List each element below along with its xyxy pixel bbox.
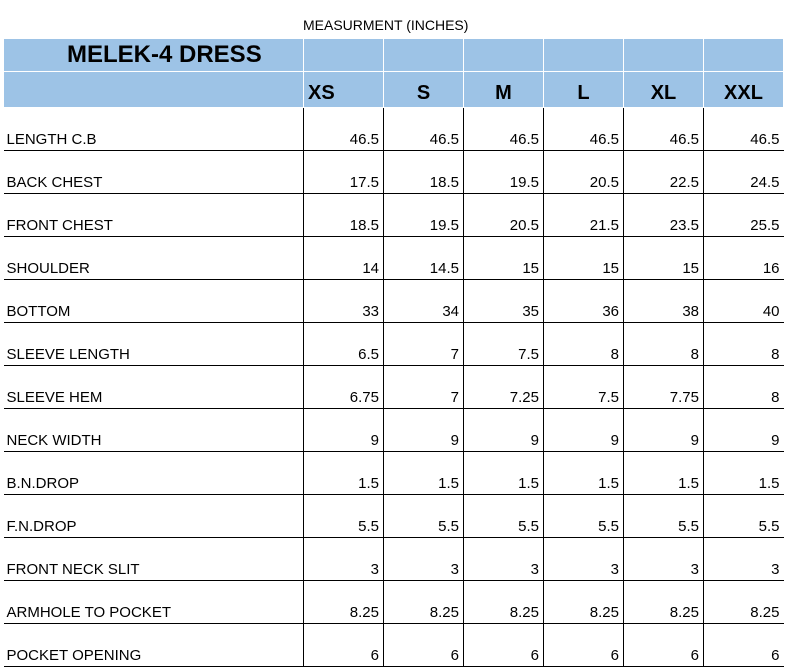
size-l[interactable]: L	[544, 72, 624, 108]
measurement-caption: MEASURMENT (INCHES)	[303, 17, 469, 33]
measurement-value[interactable]: 46.5	[544, 108, 624, 151]
measurement-value[interactable]: 25.5	[704, 194, 784, 237]
measurement-value[interactable]: 8	[704, 323, 784, 366]
size-m[interactable]: M	[464, 72, 544, 108]
measurement-value[interactable]: 1.5	[704, 452, 784, 495]
size-s[interactable]: S	[384, 72, 464, 108]
measurement-value[interactable]: 5.5	[464, 495, 544, 538]
measurement-label[interactable]: POCKET OPENING	[4, 624, 304, 667]
measurement-value[interactable]: 15	[624, 237, 704, 280]
measurement-label[interactable]: ARMHOLE TO POCKET	[4, 581, 304, 624]
measurement-label[interactable]: B.N.DROP	[4, 452, 304, 495]
measurement-value[interactable]: 46.5	[304, 108, 384, 151]
measurement-value[interactable]: 3	[304, 538, 384, 581]
measurement-label[interactable]: SHOULDER	[4, 237, 304, 280]
table-row	[4, 194, 784, 237]
header-cell[interactable]	[704, 39, 784, 72]
measurement-value[interactable]: 20.5	[544, 151, 624, 194]
measurement-value[interactable]: 46.5	[704, 108, 784, 151]
measurement-value[interactable]: 1.5	[304, 452, 384, 495]
measurement-value[interactable]: 6	[544, 624, 624, 667]
header-size-row	[4, 72, 784, 108]
measurement-value[interactable]: 21.5	[544, 194, 624, 237]
header-title-row	[4, 39, 784, 72]
measurement-value[interactable]: 5.5	[704, 495, 784, 538]
measurement-value[interactable]: 7.5	[544, 366, 624, 409]
measurement-value[interactable]: 16	[704, 237, 784, 280]
measurement-label[interactable]: LENGTH C.B	[4, 108, 304, 151]
measurement-value[interactable]: 7.5	[464, 323, 544, 366]
measurement-value[interactable]: 33	[304, 280, 384, 323]
measurement-value[interactable]: 15	[544, 237, 624, 280]
measurement-label[interactable]: FRONT CHEST	[4, 194, 304, 237]
measurement-value[interactable]: 6	[464, 624, 544, 667]
measurement-label[interactable]: FRONT NECK SLIT	[4, 538, 304, 581]
measurement-value[interactable]: 22.5	[624, 151, 704, 194]
measurement-value[interactable]: 8.25	[624, 581, 704, 624]
measurement-value[interactable]: 20.5	[464, 194, 544, 237]
table-row	[4, 366, 784, 409]
measurement-value[interactable]: 8	[624, 323, 704, 366]
size-xs[interactable]: XS	[304, 72, 384, 108]
measurement-value[interactable]: 9	[384, 409, 464, 452]
measurement-value[interactable]: 5.5	[624, 495, 704, 538]
measurement-value[interactable]: 34	[384, 280, 464, 323]
measurement-value[interactable]: 5.5	[544, 495, 624, 538]
measurement-value[interactable]: 8.25	[544, 581, 624, 624]
table-row	[4, 323, 784, 366]
table-row	[4, 151, 784, 194]
measurement-value[interactable]: 19.5	[464, 151, 544, 194]
measurement-label[interactable]: BACK CHEST	[4, 151, 304, 194]
measurement-value[interactable]: 14	[304, 237, 384, 280]
measurement-value[interactable]: 6	[384, 624, 464, 667]
measurement-value[interactable]: 1.5	[544, 452, 624, 495]
table-row	[4, 280, 784, 323]
measurement-value[interactable]: 15	[464, 237, 544, 280]
measurement-value[interactable]: 9	[624, 409, 704, 452]
measurement-value[interactable]: 7.75	[624, 366, 704, 409]
measurement-value[interactable]: 1.5	[384, 452, 464, 495]
measurement-value[interactable]: 5.5	[384, 495, 464, 538]
measurement-value[interactable]: 7	[384, 366, 464, 409]
header-cell[interactable]	[464, 39, 544, 72]
measurement-value[interactable]: 8.25	[464, 581, 544, 624]
measurement-value[interactable]: 9	[704, 409, 784, 452]
measurement-label[interactable]: SLEEVE LENGTH	[4, 323, 304, 366]
measurement-value[interactable]: 46.5	[624, 108, 704, 151]
table-row	[4, 108, 784, 151]
measurement-value[interactable]: 6.5	[304, 323, 384, 366]
table-row	[4, 538, 784, 581]
table-row	[4, 624, 784, 667]
table-row	[4, 452, 784, 495]
size-xl[interactable]: XL	[624, 72, 704, 108]
header-cell[interactable]	[624, 39, 704, 72]
measurement-value[interactable]: 6.75	[304, 366, 384, 409]
measurement-value[interactable]: 8.25	[704, 581, 784, 624]
header-cell[interactable]	[544, 39, 624, 72]
measurement-value[interactable]: 9	[304, 409, 384, 452]
measurement-value[interactable]: 1.5	[464, 452, 544, 495]
measurement-value[interactable]: 1.5	[624, 452, 704, 495]
measurement-label[interactable]: BOTTOM	[4, 280, 304, 323]
measurement-value[interactable]: 9	[464, 409, 544, 452]
header-cell[interactable]	[384, 39, 464, 72]
measurement-value[interactable]: 46.5	[384, 108, 464, 151]
measurement-value[interactable]: 9	[544, 409, 624, 452]
measurement-value[interactable]: 36	[544, 280, 624, 323]
header-cell[interactable]	[304, 39, 384, 72]
table-row	[4, 237, 784, 280]
measurement-value[interactable]: 46.5	[464, 108, 544, 151]
measurement-value[interactable]: 24.5	[704, 151, 784, 194]
measurement-value[interactable]: 18.5	[304, 194, 384, 237]
measurement-value[interactable]: 3	[384, 538, 464, 581]
table-row	[4, 581, 784, 624]
measurement-value[interactable]: 35	[464, 280, 544, 323]
measurement-value[interactable]: 40	[704, 280, 784, 323]
measurement-value[interactable]: 14.5	[384, 237, 464, 280]
measurement-value[interactable]: 18.5	[384, 151, 464, 194]
header-cell[interactable]	[4, 72, 304, 108]
measurement-label[interactable]: NECK WIDTH	[4, 409, 304, 452]
measurement-value[interactable]: 38	[624, 280, 704, 323]
measurement-value[interactable]: 8	[704, 366, 784, 409]
measurement-value[interactable]: 8	[544, 323, 624, 366]
measurement-label[interactable]: F.N.DROP	[4, 495, 304, 538]
measurement-value[interactable]: 3	[464, 538, 544, 581]
measurement-value[interactable]: 3	[544, 538, 624, 581]
size-chart-table	[3, 38, 784, 667]
measurement-value[interactable]: 17.5	[304, 151, 384, 194]
measurement-value[interactable]: 8.25	[304, 581, 384, 624]
table-row	[4, 409, 784, 452]
measurement-value[interactable]: 23.5	[624, 194, 704, 237]
measurement-value[interactable]: 3	[704, 538, 784, 581]
measurement-value[interactable]: 8.25	[384, 581, 464, 624]
measurement-value[interactable]: 7	[384, 323, 464, 366]
measurement-value[interactable]: 5.5	[304, 495, 384, 538]
measurement-value[interactable]: 3	[624, 538, 704, 581]
measurement-value[interactable]: 19.5	[384, 194, 464, 237]
dress-title[interactable]: MELEK-4 DRESS	[4, 39, 304, 72]
measurement-value[interactable]: 6	[304, 624, 384, 667]
size-xxl[interactable]: XXL	[704, 72, 784, 108]
measurement-value[interactable]: 6	[624, 624, 704, 667]
table-row	[4, 495, 784, 538]
measurement-value[interactable]: 7.25	[464, 366, 544, 409]
measurement-value[interactable]: 6	[704, 624, 784, 667]
measurement-label[interactable]: SLEEVE HEM	[4, 366, 304, 409]
